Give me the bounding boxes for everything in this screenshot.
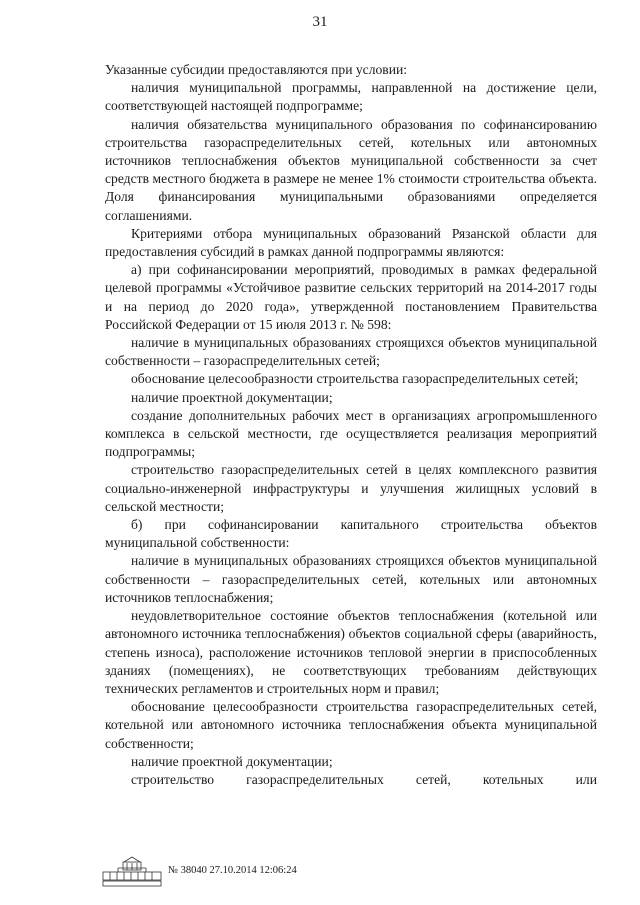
paragraph: наличия муниципальной программы, направленной на достижение цели, соответствующей настоящей подпрограмме; xyxy=(105,80,597,114)
paragraph: а) при софинансировании мероприятий, проводимых в рамках федеральной целевой программы «Устойчивое развитие сельских территорий на 2014-2017 годы и на период до 2020 года», утвержденной постановлением Правительства Российской Федерации от 15 июля 2013 г. № 598: xyxy=(105,262,597,332)
paragraph: наличие в муниципальных образованиях строящихся объектов муниципальной собственности – газораспределительных сетей; xyxy=(105,335,597,369)
paragraph: обоснование целесообразности строительства газораспределительных сетей; xyxy=(131,371,579,387)
paragraph: Указанные субсидии предоставляются при условии: xyxy=(105,62,408,77)
page-number: 31 xyxy=(312,14,328,30)
footer xyxy=(102,854,502,890)
paragraph: строительство газораспределительных сетей в целях комплексного развития социально-инженерной инфраструктуры и улучшения жилищных условий в сельской местности; xyxy=(105,462,597,514)
paragraph: создание дополнительных рабочих мест в организациях агропромышленного комплекса в сельской местности, где осуществляется реализация мероприятий подпрограммы; xyxy=(105,407,597,460)
paragraph: наличия обязательства муниципального образования по софинансированию строительства газораспределительных сетей, котельных или автономных источников теплоснабжения объектов муниципальной собственности за счет средств местного бюджета в размере не менее 1% стоимости строительства объекта. Доля финансирования муниципальными образованиями определяется соглашениями. xyxy=(105,116,597,223)
paragraph: наличие проектной документации; xyxy=(131,389,333,405)
document-registration-info: № 38040 27.10.2014 12:06:24 xyxy=(168,865,297,876)
registry-stamp-logo xyxy=(102,854,162,888)
paragraph: обоснование целесообразности строительства газораспределительных сетей, котельной или автономного источника теплоснабжения объекта муниципальной собственности; xyxy=(105,699,597,751)
paragraph: б) при софинансировании капитального строительства объектов муниципальной собственности: xyxy=(105,517,597,551)
last-paragraph: строительство газораспределительных сетей, котельных или xyxy=(131,771,597,787)
document-body xyxy=(105,61,597,789)
paragraph: наличие в муниципальных образованиях строящихся объектов муниципальной собственности – газораспределительных сетей, котельных или автономных источников теплоснабжения; xyxy=(105,553,597,605)
paragraph: наличие проектной документации; xyxy=(131,753,333,769)
paragraph: неудовлетворительное состояние объектов теплоснабжения (котельной или автономного источника теплоснабжения) объектов социальной сферы (аварийность, степень износа), расположение источников тепловой энергии в приспособленных зданиях (помещениях), не соответствующих требованиям действующих технических регламентов и строительных норм и правил; xyxy=(105,608,597,696)
paragraph: Критериями отбора муниципальных образований Рязанской области для предоставления субсидий в рамках данной подпрограммы являются: xyxy=(105,225,597,260)
